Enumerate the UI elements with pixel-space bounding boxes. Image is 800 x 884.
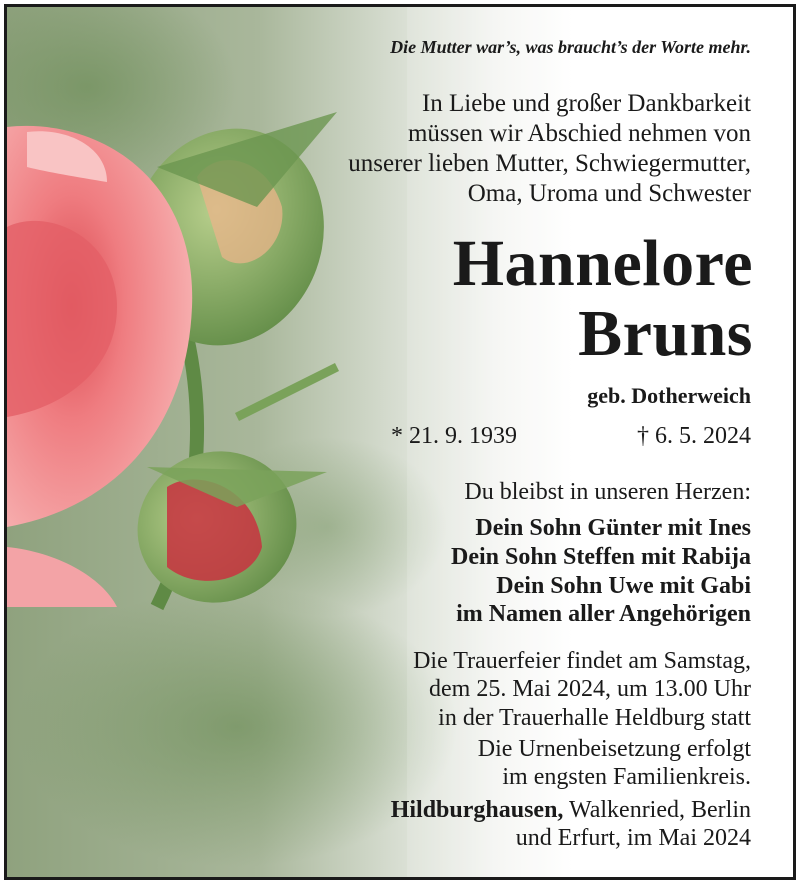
ceremony-line: Die Trauerfeier findet am Samstag, — [413, 648, 751, 674]
maiden-name: geb. Dotherweich — [587, 383, 751, 408]
ceremony-line: in der Trauerhalle Heldburg statt — [438, 704, 751, 731]
remembrance-text: Du bleibst in unseren Herzen: — [464, 479, 751, 505]
obituary-frame — [4, 4, 796, 880]
death-date: † 6. 5. 2024 — [637, 423, 751, 449]
place-line-2: und Erfurt, im Mai 2024 — [515, 825, 751, 852]
motto: Die Mutter war’s, was braucht’s der Worte mehr. — [390, 37, 751, 57]
family-line: Dein Sohn Uwe mit Gabi — [496, 572, 751, 599]
family-line: Dein Sohn Steffen mit Rabija — [450, 543, 751, 570]
ceremony-line: dem 25. Mai 2024, um 13.00 Uhr — [429, 676, 751, 703]
last-name: Bruns — [578, 296, 753, 370]
birth-date: * 21. 9. 1939 — [391, 423, 517, 449]
place-and-date — [231, 796, 751, 853]
urn-line: im engsten Familienkreis. — [502, 764, 751, 791]
intro-line: müssen wir Abschied nehmen von — [407, 120, 751, 147]
first-name: Hannelore — [452, 227, 753, 300]
intro-line: In Liebe und großer Dankbarkeit — [421, 90, 751, 117]
family-line: im Namen aller Angehörigen — [456, 601, 751, 628]
urn-info — [231, 735, 751, 792]
place-rest: Walkenried, Berlin — [563, 797, 751, 823]
life-dates — [391, 423, 751, 450]
family-list — [231, 514, 751, 629]
deceased-name — [233, 229, 753, 369]
place-line-1 — [231, 796, 751, 824]
ceremony-info — [191, 647, 751, 732]
urn-line: Die Urnenbeisetzung erfolgt — [477, 736, 751, 762]
family-line: Dein Sohn Günter mit Ines — [475, 515, 751, 541]
intro-line: Oma, Uroma und Schwester — [467, 180, 751, 207]
intro-line: unserer lieben Mutter, Schwiegermutter, — [348, 150, 751, 177]
place-city: Hildburghausen, — [390, 797, 564, 823]
intro-text — [231, 89, 751, 209]
